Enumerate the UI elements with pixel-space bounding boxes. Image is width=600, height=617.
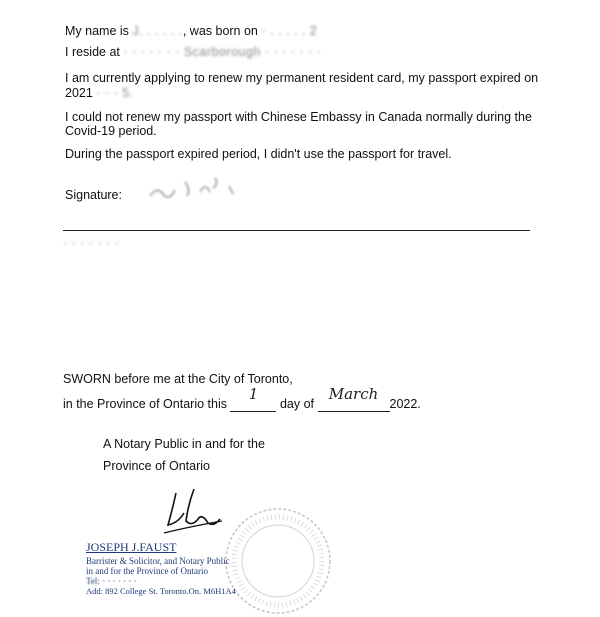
notary-line1: A Notary Public in and for the	[103, 437, 265, 451]
year-text: 2022.	[389, 397, 421, 411]
para1-line2	[65, 86, 134, 100]
para2-line1: I could not renew my passport with Chinese Embassy in Canada normally during the	[65, 110, 532, 124]
redacted-dob: · . . . . . 2	[261, 24, 318, 38]
name-line	[65, 24, 317, 38]
signature-rule	[63, 230, 530, 231]
notary-signature	[158, 483, 228, 539]
day-field	[230, 385, 276, 412]
redacted-name: J. . . . . .	[132, 24, 183, 38]
signature-label: Signature:	[65, 188, 122, 202]
month-field	[318, 385, 390, 412]
day-of-text: day of	[279, 397, 315, 411]
address-line	[65, 45, 321, 59]
born-text: , was born on	[182, 24, 258, 38]
stamp-title2: in and for the Province of Ontario	[86, 566, 208, 576]
redacted-expiry: · · · 5.	[96, 86, 134, 100]
notary-seal	[222, 505, 334, 617]
province-prefix: in the Province of Ontario this	[63, 397, 227, 411]
para1-line1: I am currently applying to renew my permanent resident card, my passport expired on	[65, 71, 539, 85]
month-handwritten: March	[328, 385, 379, 403]
redacted-address: · · · · · · · Scarborough · · · · · · ·	[123, 45, 322, 59]
day-handwritten: 1	[248, 385, 259, 403]
signature-scribble	[145, 172, 245, 204]
stamp-name: JOSEPH J.FAUST	[86, 540, 177, 554]
para3: During the passport expired period, I didn't use the passport for travel.	[65, 147, 452, 161]
name-prefix: My name is	[65, 24, 129, 38]
reside-prefix: I reside at	[65, 45, 120, 59]
province-date-line	[63, 385, 421, 412]
expiry-year: 2021	[65, 86, 93, 100]
para2-line2: Covid-19 period.	[65, 124, 157, 138]
stamp-tel: Tel: · · · · · · ·	[86, 576, 137, 586]
notary-line2: Province of Ontario	[103, 459, 210, 473]
below-rule-redacted: · · · · · · ·	[63, 236, 120, 250]
sworn-line: SWORN before me at the City of Toronto,	[63, 372, 293, 386]
stamp-address: Add: 892 College St. Toronto.On. M6H1A4	[86, 586, 236, 596]
stamp-title1: Barrister & Solicitor, and Notary Public	[86, 556, 230, 566]
